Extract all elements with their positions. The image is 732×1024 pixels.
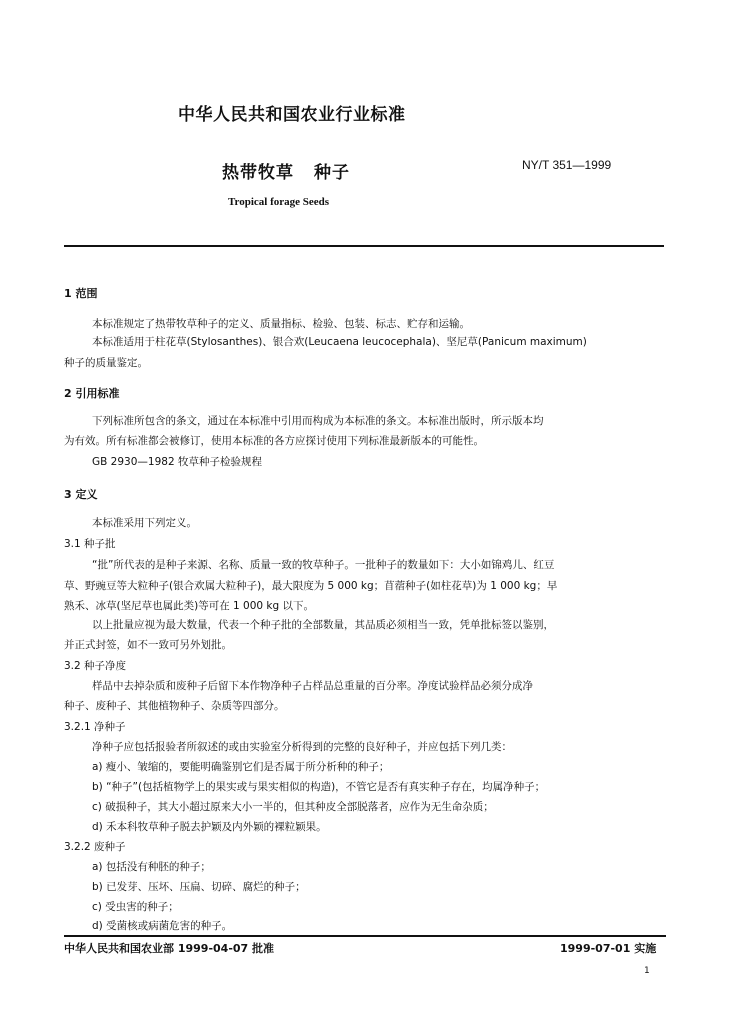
section-3-2-1-heading: 3.2.1 净种子 — [64, 721, 126, 733]
section-3-1-paragraph: 熟禾、冰草(坚尼草也属此类)等可在 1 000 kg 以下。 — [64, 600, 315, 612]
section-3-2-paragraph: 样品中去掉杂质和废种子后留下本作物净种子占样品总重量的百分率。净度试验样品必须分成净 — [92, 680, 533, 692]
section-3-1-paragraph: 并正式封签，如不一致可另外划批。 — [64, 639, 232, 651]
section-3-2-2-heading: 3.2.2 废种子 — [64, 841, 126, 853]
section-2-paragraph: 下列标准所包含的条文，通过在本标准中引用而构成为本标准的条文。本标准出版时，所示版本均 — [92, 415, 544, 427]
header-divider — [64, 245, 664, 247]
list-item: c) 受虫害的种子； — [92, 901, 179, 913]
list-item: a) 瘦小、皱缩的，要能明确鉴别它们是否属于所分析种的种子； — [92, 761, 390, 773]
english-title: Tropical forage Seeds — [228, 196, 330, 208]
list-item: c) 破损种子，其大小超过原来大小一半的，但其种皮全部脱落者，应作为无生命杂质； — [92, 801, 494, 813]
section-1-paragraph: 本标准规定了热带牧草种子的定义、质量指标、检验、包装、标志、贮存和运输。 — [92, 318, 470, 330]
referenced-standard: GB 2930—1982 牧草种子检验规程 — [92, 456, 262, 468]
list-item: a) 包括没有种胚的种子； — [92, 861, 211, 873]
section-3-1-heading: 3.1 种子批 — [64, 538, 116, 550]
list-item: b) “种子”(包括植物学上的果实或与果实相似的构造)，不管它是否有真实种子存在，均属净种子； — [92, 781, 546, 793]
section-2-paragraph: 为有效。所有标准都会被修订，使用本标准的各方应探讨使用下列标准最新版本的可能性。 — [64, 435, 484, 447]
section-2-heading: 2 引用标准 — [64, 387, 120, 400]
section-1-paragraph: 本标准适用于柱花草(Stylosanthes)、银合欢(Leucaena leucocephala)、坚尼草(Panicum maximum) — [92, 336, 587, 348]
document-title — [222, 158, 350, 183]
document-title-part-1: 热带牧草 — [222, 163, 294, 183]
document-title-part-2: 种子 — [314, 163, 350, 183]
footer-divider — [64, 935, 666, 937]
section-3-paragraph: 本标准采用下列定义。 — [92, 517, 197, 529]
section-3-heading: 3 定义 — [64, 488, 98, 501]
standard-code: NY/T 351—1999 — [522, 158, 612, 172]
section-1-heading: 1 范围 — [64, 287, 98, 300]
section-3-1-paragraph: “批”所代表的是种子来源、名称、质量一致的牧草种子。一批种子的数量如下：大小如锦鸡儿、红豆 — [92, 559, 555, 571]
list-item: b) 已发芽、压坏、压扁、切碎、腐烂的种子； — [92, 881, 306, 893]
list-item: d) 禾本科牧草种子脱去护颖及内外颖的裸粒颖果。 — [92, 821, 327, 833]
list-item: d) 受菌核或病菌危害的种子。 — [92, 920, 233, 932]
section-1-paragraph: 种子的质量鉴定。 — [64, 357, 148, 369]
standard-type-heading: 中华人民共和国农业行业标准 — [178, 105, 406, 125]
section-3-2-heading: 3.2 种子净度 — [64, 660, 127, 672]
approval-date: 中华人民共和国农业部 1999-04-07 批准 — [64, 942, 275, 955]
section-3-1-paragraph: 以上批量应视为最大数量，代表一个种子批的全部数量，其品质必须相当一致，凭单批标签以鉴别， — [92, 619, 554, 631]
section-3-2-1-paragraph: 净种子应包括报验者所叙述的或由实验室分析得到的完整的良好种子，并应包括下列几类： — [92, 741, 512, 753]
effective-date: 1999-07-01 实施 — [560, 942, 657, 955]
page-number: 1 — [644, 966, 650, 976]
section-3-2-paragraph: 种子、废种子、其他植物种子、杂质等四部分。 — [64, 700, 285, 712]
section-3-1-paragraph: 草、野豌豆等大粒种子(银合欢属大粒种子)，最大限度为 5 000 kg；苜蓿种子(如柱花草)为 1 000 kg；早 — [64, 580, 558, 592]
